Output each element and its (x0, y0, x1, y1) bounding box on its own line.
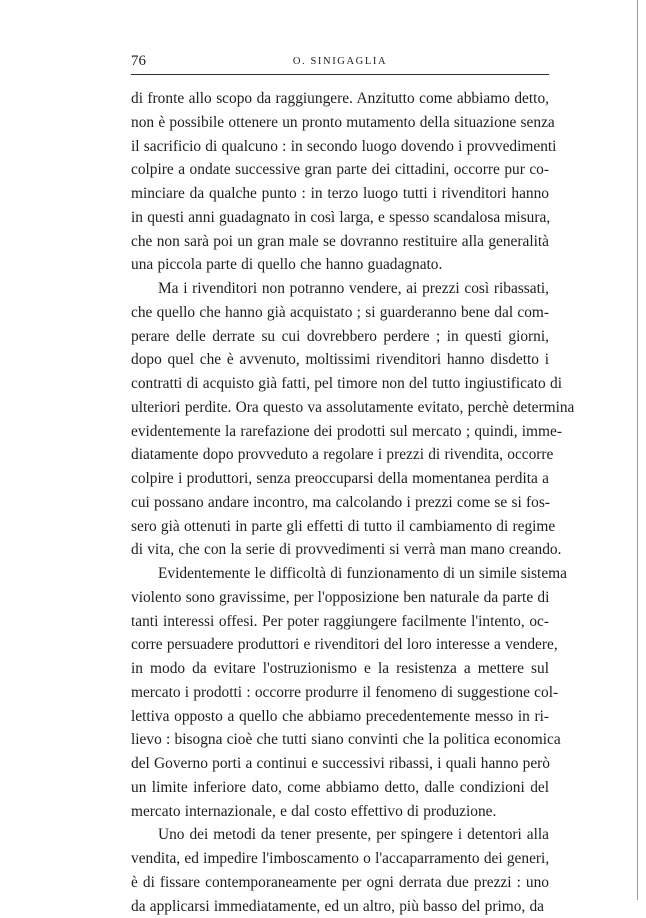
text-line: che quello che hanno già acquistato ; si guarderanno bene dal com- (131, 301, 549, 325)
text-line: violento sono gravissime, per l'opposizione ben naturale da parte di (131, 586, 549, 610)
text-line: tanti interessi offesi. Per poter raggiungere facilmente l'intento, oc- (131, 610, 549, 634)
text-line: è di fissare contemporaneamente per ogni derrata due prezzi : uno (131, 871, 549, 895)
text-line: che non sarà poi un gran male se dovranno restituire alla generalità (131, 230, 549, 254)
text-line: Evidentemente le difficoltà di funzionamento di un simile sistema (131, 562, 549, 586)
text-line: cui possano andare incontro, ma calcolando i prezzi come se si fos- (131, 491, 549, 515)
text-line: Uno dei metodi da tener presente, per spingere i detentori alla (131, 823, 549, 847)
text-line: Ma i rivenditori non potranno vendere, ai prezzi così ribassati, (131, 277, 549, 301)
page-number: 76 (131, 53, 146, 70)
page-edge-line (637, 0, 638, 900)
running-head: O. SINIGAGLIA (131, 56, 549, 67)
text-line: lettiva opposto a quello che abbiamo precedentemente messo in ri- (131, 705, 549, 729)
text-line: evidentemente la rarefazione dei prodotti sul mercato ; quindi, imme- (131, 420, 549, 444)
body-text (131, 87, 549, 918)
header-rule (131, 74, 549, 75)
text-line: in questi anni guadagnato in così larga, e spesso scandalosa misura, (131, 206, 549, 230)
text-line: da applicarsi immediatamente, ed un altro, più basso del primo, da (131, 895, 549, 918)
text-line: lievo : bisogna cioè che tutti siano convinti che la politica economica (131, 728, 549, 752)
text-line: corre persuadere produttori e rivenditori del loro interesse a vendere, (131, 633, 549, 657)
text-line: un limite inferiore dato, come abbiamo detto, dalle condizioni del (131, 776, 549, 800)
text-line: colpire a ondate successive gran parte dei cittadini, occorre pur co- (131, 158, 549, 182)
text-line: di vita, che con la serie di provvedimenti si verrà man mano creando. (131, 538, 549, 562)
page-header (131, 53, 549, 77)
paragraph (131, 277, 549, 562)
text-line: il sacrificio di qualcuno : in secondo luogo dovendo i provvedimenti (131, 135, 549, 159)
text-line: in modo da evitare l'ostruzionismo e la resistenza a mettere sul (131, 657, 549, 681)
text-line: colpire i produttori, senza preoccuparsi della momentanea perdita a (131, 467, 549, 491)
text-line: non è possibile ottenere un pronto mutamento della situazione senza (131, 111, 549, 135)
text-line: diatamente dopo provveduto a regolare i prezzi di rivendita, occorre (131, 443, 549, 467)
text-line: di fronte allo scopo da raggiungere. Anzitutto come abbiamo detto, (131, 87, 549, 111)
paragraph (131, 823, 549, 918)
text-line: del Governo porti a continui e successivi ribassi, i quali hanno però (131, 752, 549, 776)
text-line: mercato i prodotti : occorre produrre il fenomeno di suggestione col- (131, 681, 549, 705)
paragraph (131, 562, 549, 823)
text-line: dopo quel che è avvenuto, moltissimi rivenditori hanno disdetto i (131, 348, 549, 372)
text-line: vendita, ed impedire l'imboscamento o l'accaparramento dei generi, (131, 847, 549, 871)
text-line: minciare da qualche punto : in terzo luogo tutti i rivenditori hanno (131, 182, 549, 206)
text-line: una piccola parte di quello che hanno guadagnato. (131, 253, 549, 277)
text-line: mercato internazionale, e dal costo effettivo di produzione. (131, 800, 549, 824)
text-line: perare delle derrate su cui dovrebbero perdere ; in questi giorni, (131, 325, 549, 349)
text-line: contratti di acquisto già fatti, pel timore non del tutto ingiustificato di (131, 372, 549, 396)
paragraph (131, 87, 549, 277)
text-line: sero già ottenuti in parte gli effetti di tutto il cambiamento di regime (131, 515, 549, 539)
text-line: ulteriori perdite. Ora questo va assolutamente evitato, perchè determina (131, 396, 549, 420)
